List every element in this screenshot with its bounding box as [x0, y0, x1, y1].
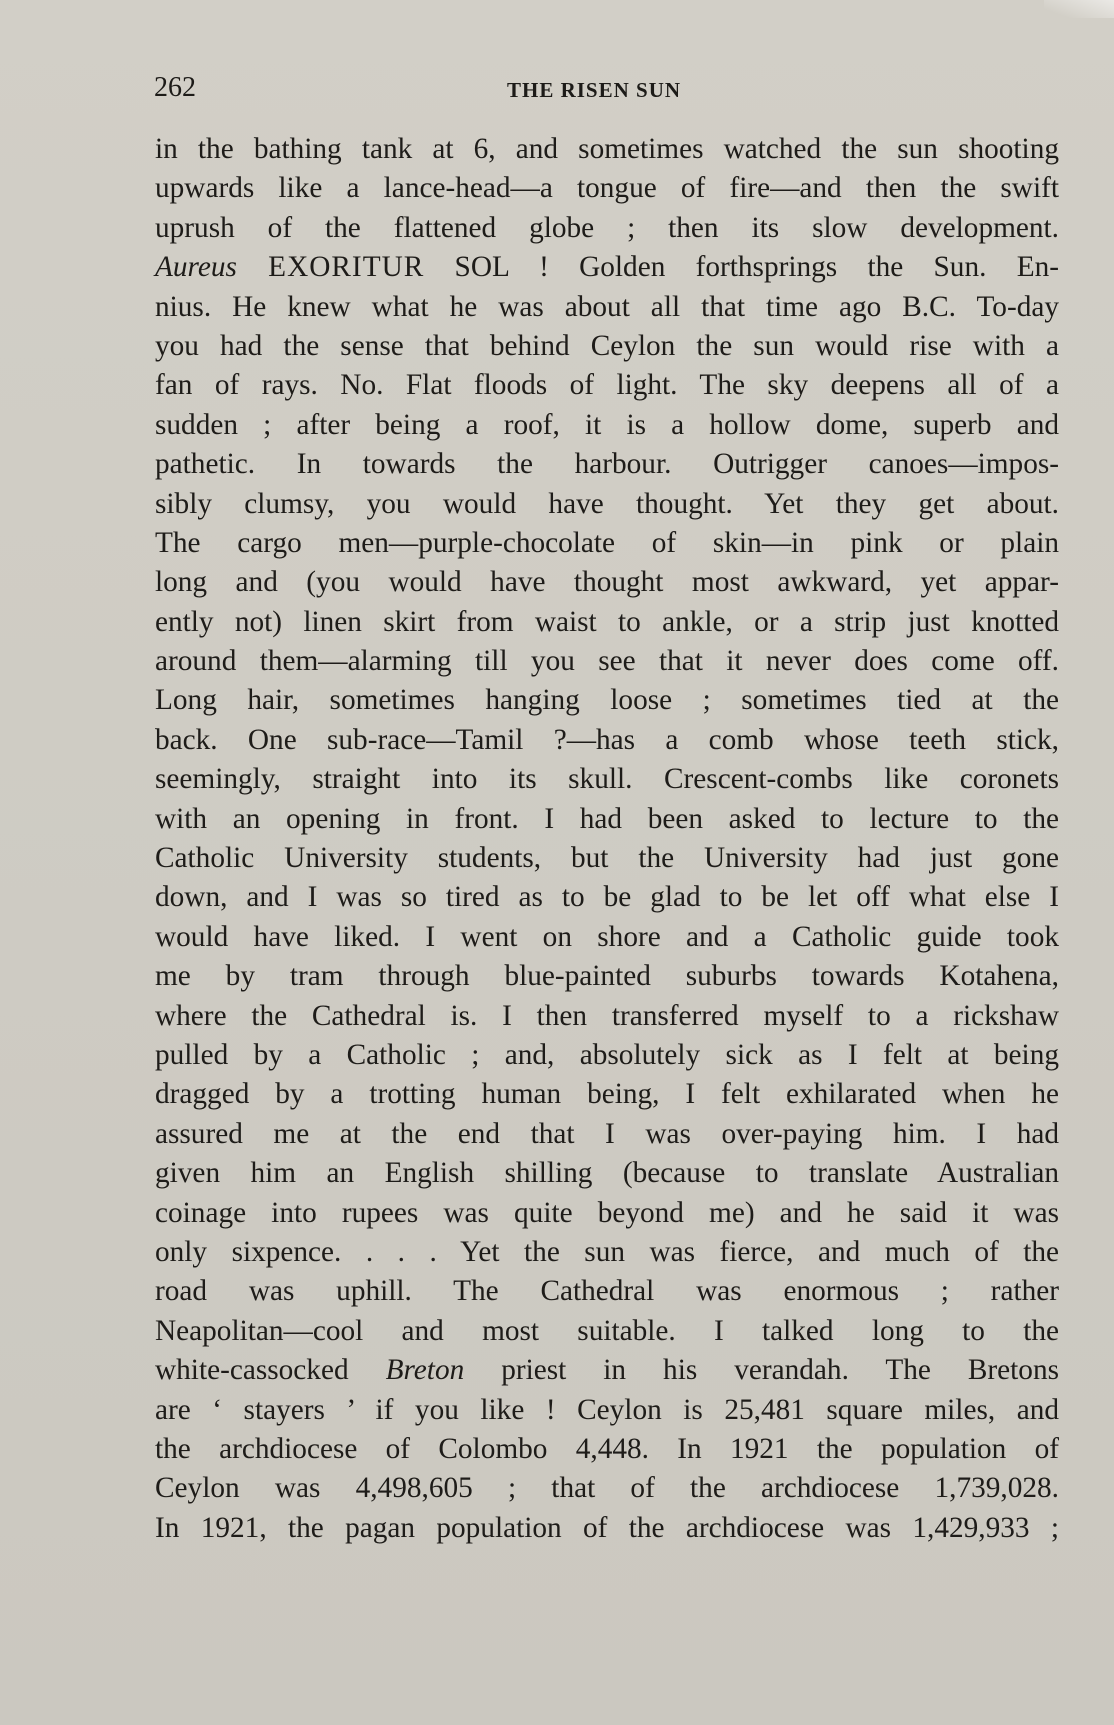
- text-line: back. One sub-race—Tamil ?—has a comb whose teeth stick,: [155, 723, 1059, 756]
- text-line: pathetic. In towards the harbour. Outrigger canoes—impos-: [155, 448, 1059, 481]
- body-text: [155, 130, 1059, 1548]
- small-caps-word: EXORITUR: [236, 251, 425, 284]
- text-line: the archdiocese of Colombo 4,448. In 1921 the population of: [155, 1432, 1059, 1465]
- text-line: upwards like a lance-head—a tongue of fire—and then the swift: [155, 172, 1059, 205]
- text-line: with an opening in front. I had been asked to lecture to the: [155, 802, 1059, 835]
- text-line: assured me at the end that I was over-paying him. I had: [155, 1117, 1059, 1150]
- text-segment: SOL ! Golden forthsprings the Sun. En-: [424, 251, 1059, 284]
- running-head: THE RISEN SUN: [507, 78, 682, 102]
- text-line: Ceylon was 4,498,605 ; that of the archdiocese 1,739,028.: [155, 1472, 1059, 1505]
- text-line: in the bathing tank at 6, and sometimes watched the sun shooting: [155, 133, 1059, 165]
- text-line: uprush of the flattened globe ; then its slow development.: [155, 211, 1059, 244]
- text-line: road was uphill. The Cathedral was enormous ; rather: [155, 1275, 1059, 1308]
- text-line: me by tram through blue-painted suburbs towards Kotahena,: [155, 960, 1059, 993]
- text-line: you had the sense that behind Ceylon the sun would rise with a: [155, 329, 1059, 362]
- text-line: would have liked. I went on shore and a Catholic guide took: [155, 920, 1059, 953]
- text-line: pulled by a Catholic ; and, absolutely sick as I felt at being: [155, 1038, 1059, 1071]
- text-segment: priest in his verandah. The Bretons: [464, 1354, 1059, 1387]
- text-line: The cargo men—purple-chocolate of skin—in pink or plain: [155, 526, 1059, 559]
- text-line: are ‘ stayers ’ if you like ! Ceylon is 25,481 square miles, and: [155, 1393, 1059, 1426]
- text-line: where the Cathedral is. I then transferred myself to a rickshaw: [155, 999, 1059, 1032]
- text-line: seemingly, straight into its skull. Crescent-combs like coronets: [155, 763, 1059, 796]
- text-segment: white-cassocked: [155, 1354, 386, 1387]
- text-line: coinage into rupees was quite beyond me) and he said it was: [155, 1196, 1059, 1229]
- text-line: sibly clumsy, you would have thought. Yet they get about.: [155, 487, 1059, 520]
- text-line: only sixpence. . . . Yet the sun was fierce, and much of the: [155, 1235, 1059, 1268]
- text-line: Long hair, sometimes hanging loose ; sometimes tied at the: [155, 684, 1059, 717]
- text-line: In 1921, the pagan population of the archdiocese was 1,429,933 ;: [155, 1511, 1059, 1544]
- italic-word: Aureus: [155, 251, 237, 284]
- text-line: Catholic University students, but the University had just gone: [155, 842, 1059, 875]
- text-line: around them—alarming till you see that it never does come off.: [155, 645, 1059, 678]
- text-line: sudden ; after being a roof, it is a hollow dome, superb and: [155, 408, 1059, 441]
- text-line: dragged by a trotting human being, I felt exhilarated when he: [155, 1078, 1059, 1111]
- text-line: nius. He knew what he was about all that time ago B.C. To-day: [155, 290, 1059, 323]
- italic-word: Breton: [385, 1354, 465, 1387]
- text-line: long and (you would have thought most awkward, yet appar-: [155, 566, 1059, 599]
- text-line: ently not) linen skirt from waist to ankle, or a strip just knotted: [155, 605, 1059, 638]
- text-line: fan of rays. No. Flat floods of light. The sky deepens all of a: [155, 369, 1059, 402]
- page-header: [154, 72, 1064, 112]
- text-line: [155, 1351, 1059, 1390]
- text-line: given him an English shilling (because to translate Australian: [155, 1157, 1059, 1190]
- text-line: [155, 248, 1059, 287]
- text-line: Neapolitan—cool and most suitable. I talked long to the: [155, 1314, 1059, 1347]
- paper-mark: [1044, 0, 1114, 18]
- text-line: down, and I was so tired as to be glad to be let off what else I: [155, 881, 1059, 914]
- page-number: 262: [154, 72, 196, 103]
